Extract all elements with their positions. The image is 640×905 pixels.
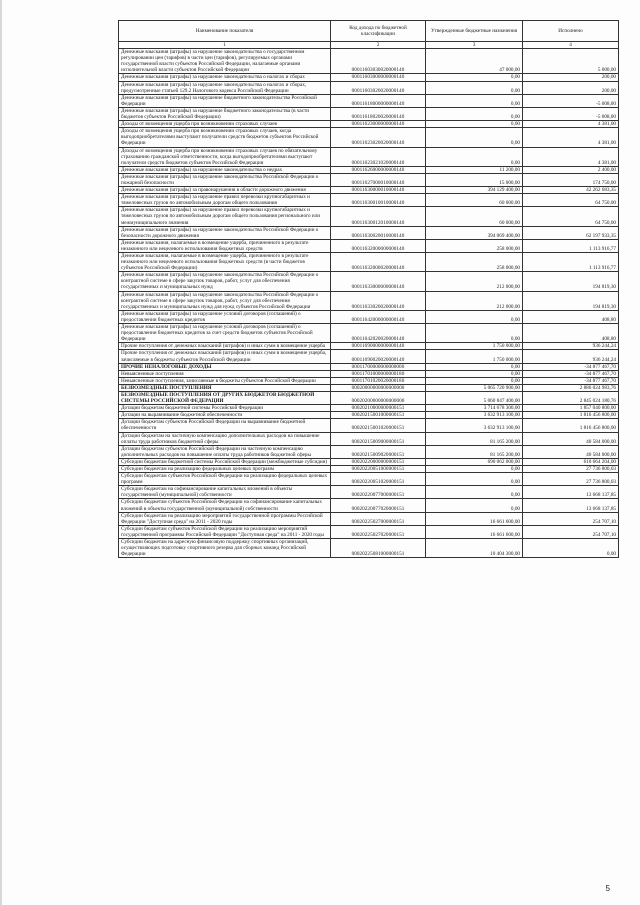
table-row <box>119 363 619 370</box>
row-name: Денежные взыскания (штрафы) за нарушение законодательства Российской Федерации о контрактной системе в сфере закупок товаров, работ, услуг для обеспечения государственных и муниципальных нужд для нужд субъектов Российской Федерации <box>119 291 331 310</box>
table-row <box>119 173 619 186</box>
page-edge <box>0 0 2 905</box>
row-plan: 5 065 720 900,00 <box>426 384 523 391</box>
table-row <box>119 49 619 74</box>
row-name: Субсидии бюджетам субъектов Российской Федерации на реализацию мероприятий государственной программы Российской Федерации "Доступная среда" на 2011 - 2020 годы <box>119 525 331 538</box>
row-plan: 0,00 <box>426 363 523 370</box>
table-row <box>119 81 619 94</box>
row-plan: 394 069 400,00 <box>426 226 523 239</box>
row-fact: -34 877 467,70 <box>523 377 619 384</box>
row-plan: 16 661 600,00 <box>426 525 523 538</box>
row-plan: 212 000,00 <box>426 291 523 310</box>
header-name: Наименование показателя <box>119 21 331 42</box>
row-fact: 27 736 800,03 <box>523 473 619 486</box>
row-name: Субсидии бюджетам на адресную финансовую поддержку спортивных организаций, осуществляющих подготовку спортивного резерва для сборных команд Российской Федерации <box>119 539 331 558</box>
row-fact: -5 008,00 <box>523 107 619 120</box>
row-code: 00011630020010000140 <box>331 226 426 239</box>
row-name: Субсидии бюджетам субъектов Российской Федерации на софинансирование капитальных вложений в объекты государственной (муниципальной) собственности <box>119 499 331 512</box>
row-plan: 3 632 913 100,00 <box>426 412 523 419</box>
row-name: Дотации бюджетам бюджетной системы Российской Федерации <box>119 405 331 412</box>
row-code: 00011623020020000140 <box>331 128 426 147</box>
row-plan: 690 062 000,00 <box>426 458 523 465</box>
row-plan: 394 129 400,00 <box>426 187 523 194</box>
row-code: 00020225027020000151 <box>331 525 426 538</box>
row-name: Денежные взыскания (штрафы) за нарушение законодательства о недрах <box>119 166 331 173</box>
column-number-row <box>119 42 619 49</box>
row-plan: 0,00 <box>426 147 523 166</box>
row-name: Денежные взыскания (штрафы) за нарушение условий договоров (соглашений) о предоставлении бюджетных кредитов <box>119 310 331 323</box>
table-row <box>119 324 619 343</box>
row-fact: 1 113 916,77 <box>523 253 619 272</box>
row-fact: -5 008,00 <box>523 94 619 107</box>
row-plan: 258 000,00 <box>426 253 523 272</box>
column-number: 3 <box>426 42 523 49</box>
row-code: 00011626000000000140 <box>331 166 426 173</box>
table-row <box>119 391 619 404</box>
row-code: 00020220051020000151 <box>331 473 426 486</box>
row-code: 00020215009000000151 <box>331 432 426 445</box>
table-row <box>119 194 619 207</box>
table-row <box>119 512 619 525</box>
row-fact: 13 668 137,85 <box>523 486 619 499</box>
row-fact: -34 877 467,70 <box>523 363 619 370</box>
row-plan: 81 165 200,00 <box>426 432 523 445</box>
row-fact: 4 381,00 <box>523 128 619 147</box>
row-fact: 936 244,24 <box>523 350 619 363</box>
row-name: БЕЗВОЗМЕЗДНЫЕ ПОСТУПЛЕНИЯ <box>119 384 331 391</box>
row-plan: 47 000,00 <box>426 49 523 74</box>
row-code: 00011633000000000140 <box>331 272 426 291</box>
row-name: Доходы от возмещения ущерба при возникновении страховых случаев <box>119 121 331 128</box>
row-name: Субсидии бюджетам субъектов Российской Федерации на реализацию федеральных целевых программ <box>119 473 331 486</box>
row-name: Дотации бюджетам на частичную компенсацию дополнительных расходов на повышение оплаты труда работников бюджетной сферы <box>119 432 331 445</box>
row-code: 00011633020020000140 <box>331 291 426 310</box>
row-plan: 16 661 600,00 <box>426 512 523 525</box>
table-row <box>119 405 619 412</box>
row-plan: 0,00 <box>426 377 523 384</box>
row-code: 00011603030020000140 <box>331 49 426 74</box>
row-name: Субсидии бюджетам на реализацию мероприятий государственной программы Российской Федерации "Доступная среда" на 2011 - 2020 годы <box>119 512 331 525</box>
row-name: Денежные взыскания (штрафы) за нарушение правил перевозки крупногабаритных и тяжеловесных грузов по автомобильным дорогам общего пользования <box>119 194 331 207</box>
row-name: Денежные взыскания (штрафы) за нарушение бюджетного законодательства Российской Федерации <box>119 94 331 107</box>
row-plan: 15 000,00 <box>426 173 523 186</box>
row-code: 00020220000000000151 <box>331 458 426 465</box>
row-name: Прочие поступления от денежных взысканий (штрафов) и иных сумм в возмещение ущерба, зачисляемые в бюджеты субъектов Российской Федерации <box>119 350 331 363</box>
row-code: 00020215009020000151 <box>331 445 426 458</box>
row-name: Дотации бюджетам субъектов Российской Федерации на частичную компенсацию дополнительных расходов на повышение оплаты труда работников бюджетной сферы <box>119 445 331 458</box>
row-fact: 1 816 456 800,00 <box>523 412 619 419</box>
row-plan: 0,00 <box>426 324 523 343</box>
row-name: Денежные взыскания (штрафы) за нарушение законодательства Российской Федерации о контрактной системе в сфере закупок товаров, работ, услуг для обеспечения государственных и муниципальных нужд <box>119 272 331 291</box>
row-name: Дотации на выравнивание бюджетной обеспеченности <box>119 412 331 419</box>
table-body <box>119 49 619 558</box>
row-name: Денежные взыскания (штрафы) за нарушение законодательства Российской Федерации о безопасности дорожного движения <box>119 226 331 239</box>
row-code: 00020200000000000000 <box>331 391 426 404</box>
table-row <box>119 458 619 465</box>
table-row <box>119 166 619 173</box>
row-fact: 174 750,00 <box>523 173 619 186</box>
row-plan: 0,00 <box>426 121 523 128</box>
row-fact: 5 000,00 <box>523 49 619 74</box>
row-plan: 0,00 <box>426 128 523 147</box>
table-row <box>119 239 619 252</box>
column-number: 4 <box>523 42 619 49</box>
row-name: Денежные взыскания (штрафы) за нарушение законодательства о налогах и сборах, предусмотренные статьей 129.2 Налогового кодекса Российской Федерации <box>119 81 331 94</box>
row-plan: 1 750 000,00 <box>426 350 523 363</box>
row-fact: 4 381,00 <box>523 147 619 166</box>
row-code: 00011642020020000140 <box>331 324 426 343</box>
row-plan: 5 060 847 400,00 <box>426 391 523 404</box>
table-row <box>119 74 619 81</box>
row-fact: 408,80 <box>523 324 619 343</box>
row-code: 00011690000000000140 <box>331 343 426 350</box>
row-code: 00011627000010000140 <box>331 173 426 186</box>
row-code: 00011632000020000140 <box>331 253 426 272</box>
row-name: Денежные взыскания (штрафы) за нарушение условий договоров (соглашений) о предоставлении бюджетных кредитов за счет средств бюджетов субъектов Российской Федерации <box>119 324 331 343</box>
page-number: 5 <box>605 884 610 893</box>
row-code: 00011632000000000140 <box>331 239 426 252</box>
row-plan: 0,00 <box>426 466 523 473</box>
row-fact: 1 816 456 800,00 <box>523 419 619 432</box>
row-name: Денежные взыскания (штрафы) за нарушение правил перевозки крупногабаритных и тяжеловесных грузов по автомобильным дорогам общего пользования регионального или межмуниципального значения <box>119 207 331 226</box>
row-code: 00020215001000000151 <box>331 412 426 419</box>
row-code: 00020225081000000151 <box>331 539 426 558</box>
table-row <box>119 412 619 419</box>
row-code: 00011618020020000140 <box>331 107 426 120</box>
table-row <box>119 377 619 384</box>
row-plan: 0,00 <box>426 310 523 323</box>
row-code: 00011603000000000140 <box>331 74 426 81</box>
header-plan: Утвержденные бюджетные назначения <box>426 21 523 42</box>
row-fact: 200,00 <box>523 74 619 81</box>
table-row <box>119 253 619 272</box>
row-fact: 2 886 024 983,76 <box>523 384 619 391</box>
row-fact: 194 819,30 <box>523 272 619 291</box>
table-row <box>119 121 619 128</box>
row-code: 00020215001020000151 <box>331 419 426 432</box>
row-name: Денежные взыскания (штрафы) за правонарушения в области дорожного движения <box>119 187 331 194</box>
row-fact: 200,00 <box>523 81 619 94</box>
row-plan: 1 750 000,00 <box>426 343 523 350</box>
row-code: 00011690020020000140 <box>331 350 426 363</box>
row-name: Доходы от возмещения ущерба при возникновении страховых случаев, когда выгодоприобретателями выступают получатели средств бюджетов субъектов Российской Федерации <box>119 128 331 147</box>
table-row <box>119 384 619 391</box>
table-row <box>119 226 619 239</box>
table-row <box>119 350 619 363</box>
table-row <box>119 419 619 432</box>
row-name: Денежные взыскания (штрафы) за нарушение законодательства о государственном регулировании цен (тарифов) в части цен (тарифов), регулируемых органами государственной власти субъектов Российской Федерации, налагаемые органами исполнительной власти субъектов Российской Федерации <box>119 49 331 74</box>
row-plan: 3 632 913 100,00 <box>426 419 523 432</box>
table-row <box>119 343 619 350</box>
row-name: Прочие поступления от денежных взысканий (штрафов) и иных сумм в возмещение ущерба <box>119 343 331 350</box>
row-plan: 0,00 <box>426 486 523 499</box>
row-name: Денежные взыскания, налагаемые в возмещение ущерба, причиненного в результате незаконного или нецелевого использования бюджетных средств <box>119 239 331 252</box>
row-name: Невыясненные поступления <box>119 370 331 377</box>
row-code: 00011623000000000140 <box>331 121 426 128</box>
row-fact: 1 857 040 800,00 <box>523 405 619 412</box>
row-fact: 2 400,00 <box>523 166 619 173</box>
row-plan: 0,00 <box>426 107 523 120</box>
table-row <box>119 445 619 458</box>
row-name: Невыясненные поступления, зачисляемые в бюджеты субъектов Российской Федерации <box>119 377 331 384</box>
row-fact: 408,80 <box>523 310 619 323</box>
row-name: Денежные взыскания (штрафы) за нарушение бюджетного законодательства (в части бюджетов субъектов Российской Федерации) <box>119 107 331 120</box>
table-row <box>119 370 619 377</box>
table-row <box>119 432 619 445</box>
row-fact: 194 819,30 <box>523 291 619 310</box>
row-name: Дотации бюджетам субъектов Российской Федерации на выравнивание бюджетной обеспеченности <box>119 419 331 432</box>
row-plan: 0,00 <box>426 94 523 107</box>
row-plan: 0,00 <box>426 473 523 486</box>
row-fact: 62 197 933,35 <box>523 226 619 239</box>
row-fact: 254 707,10 <box>523 512 619 525</box>
row-plan: 0,00 <box>426 74 523 81</box>
table-row <box>119 466 619 473</box>
row-code: 00011618000000000140 <box>331 94 426 107</box>
row-fact: 4 381,00 <box>523 121 619 128</box>
row-code: 00020210000000000151 <box>331 405 426 412</box>
row-code: 00011700000000000000 <box>331 363 426 370</box>
row-plan: 3 714 678 300,00 <box>426 405 523 412</box>
row-code: 00011630000010000140 <box>331 187 426 194</box>
row-name: Денежные взыскания, налагаемые в возмещение ущерба, причиненного в результате незаконного или нецелевого использования бюджетных средств (в части бюджетов субъектов Российской Федерации) <box>119 253 331 272</box>
row-code: 00011701020020000180 <box>331 377 426 384</box>
row-fact: 254 707,10 <box>523 525 619 538</box>
row-name: Субсидии бюджетам на реализацию федеральных целевых программ <box>119 466 331 473</box>
table-row <box>119 147 619 166</box>
row-name: Субсидии бюджетам на софинансирование капитальных вложений в объекты государственной (муниципальной) собственности <box>119 486 331 499</box>
row-plan: 60 000,00 <box>426 207 523 226</box>
table-row <box>119 272 619 291</box>
row-fact: 42 262 683,35 <box>523 187 619 194</box>
row-code: 00020225027000000151 <box>331 512 426 525</box>
row-fact: 0,00 <box>523 539 619 558</box>
row-fact: -34 877 467,70 <box>523 370 619 377</box>
row-fact: 936 244,24 <box>523 343 619 350</box>
table-row <box>119 499 619 512</box>
row-name: ПРОЧИЕ НЕНАЛОГОВЫЕ ДОХОДЫ <box>119 363 331 370</box>
table-row <box>119 310 619 323</box>
row-fact: 40 584 000,00 <box>523 445 619 458</box>
table-row <box>119 539 619 558</box>
row-name: Денежные взыскания (штрафы) за нарушение законодательства Российской Федерации о пожарной безопасности <box>119 173 331 186</box>
table-row <box>119 291 619 310</box>
row-code: 00011642000000000140 <box>331 310 426 323</box>
row-plan: 0,00 <box>426 499 523 512</box>
table-header-row <box>119 21 619 42</box>
header-code: Код дохода по бюджетной классификации <box>331 21 426 42</box>
row-plan: 0,00 <box>426 81 523 94</box>
row-code: 00020220077000000151 <box>331 486 426 499</box>
column-number: 1 <box>119 42 331 49</box>
row-plan: 0,00 <box>426 370 523 377</box>
table-row <box>119 525 619 538</box>
table-row <box>119 187 619 194</box>
row-fact: 1 113 916,77 <box>523 239 619 252</box>
row-plan: 258 000,00 <box>426 239 523 252</box>
row-code: 00020220077020000151 <box>331 499 426 512</box>
table-row <box>119 128 619 147</box>
row-fact: 610 664 204,00 <box>523 458 619 465</box>
row-fact: 64 750,00 <box>523 207 619 226</box>
row-fact: 27 736 800,03 <box>523 466 619 473</box>
header-fact: Исполнено <box>523 21 619 42</box>
row-code: 00020000000000000000 <box>331 384 426 391</box>
column-number: 2 <box>331 42 426 49</box>
table-row <box>119 207 619 226</box>
row-code: 00020220051000000151 <box>331 466 426 473</box>
row-name: БЕЗВОЗМЕЗДНЫЕ ПОСТУПЛЕНИЯ ОТ ДРУГИХ БЮДЖЕТОВ БЮДЖЕТНОЙ СИСТЕМЫ РОССИЙСКОЙ ФЕДЕРАЦИИ <box>119 391 331 404</box>
row-fact: 13 668 137,85 <box>523 499 619 512</box>
row-name: Доходы от возмещения ущерба при возникновении страховых случаев по обязательному страхованию гражданской ответственности, когда выгодоприобретателями выступают получатели средств бюджетов субъектов Российской Федерации <box>119 147 331 166</box>
row-code: 00011701000000000180 <box>331 370 426 377</box>
row-plan: 212 000,00 <box>426 272 523 291</box>
table-row <box>119 94 619 107</box>
row-plan: 81 165 200,00 <box>426 445 523 458</box>
row-code: 00011630010010000140 <box>331 194 426 207</box>
table-row <box>119 486 619 499</box>
table-row <box>119 107 619 120</box>
row-fact: 2 845 024 180,76 <box>523 391 619 404</box>
table-row <box>119 473 619 486</box>
row-plan: 10 404 300,00 <box>426 539 523 558</box>
row-code: 00011630012010000140 <box>331 207 426 226</box>
row-plan: 11 200,00 <box>426 166 523 173</box>
budget-report-table <box>118 20 619 558</box>
row-code: 00011623021020000140 <box>331 147 426 166</box>
row-code: 00011603020020000140 <box>331 81 426 94</box>
row-fact: 64 750,00 <box>523 194 619 207</box>
row-fact: 40 584 000,00 <box>523 432 619 445</box>
row-name: Субсидии бюджетам бюджетной системы Российской Федерации (межбюджетные субсидии) <box>119 458 331 465</box>
row-name: Денежные взыскания (штрафы) за нарушение законодательства о налогах и сборах <box>119 74 331 81</box>
row-plan: 60 000,00 <box>426 194 523 207</box>
